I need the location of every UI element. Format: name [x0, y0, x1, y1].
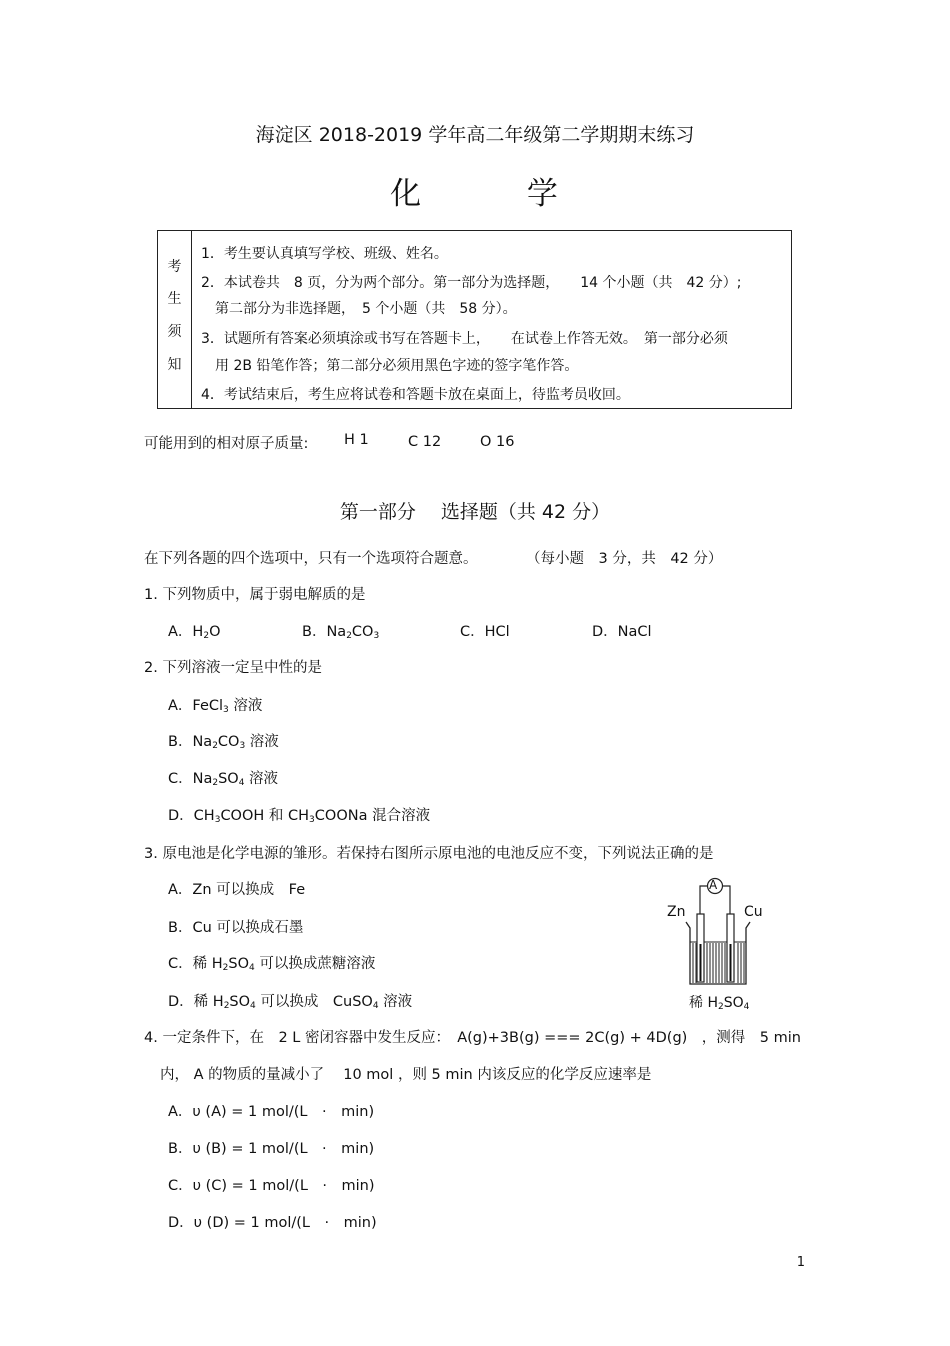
notice-line-2: 2．本试卷共 8 页，分为两个部分。第一部分为选择题， 14 个小题（共 42 分）; [201, 275, 742, 291]
notice-label-char: 知 [167, 357, 182, 373]
question-3-stem: 3. 原电池是化学电源的雏形。若保持右图所示原电池的电池反应不变，下列说法正确的是 [144, 846, 714, 862]
page-number: 1 [796, 1255, 805, 1270]
notice-line-6: 4．考试结束后，考生应将试卷和答题卡放在桌面上，待监考员收回。 [201, 387, 630, 403]
question-1-option-d: D．NaCl [592, 624, 652, 640]
subject-char-1: 化 [390, 176, 424, 212]
question-1-stem: 1. 下列物质中，属于弱电解质的是 [144, 587, 366, 603]
question-4-option-c: C．υ (C) = 1 mol/(L · min) [168, 1178, 375, 1194]
question-4-option-d: D．υ (D) = 1 mol/(L · min) [168, 1215, 377, 1231]
question-2-option-a: A．FeCl$_3$ 溶液 [168, 698, 263, 715]
subject-char-2: 学 [526, 176, 560, 212]
question-4-option-a: A．υ (A) = 1 mol/(L · min) [168, 1104, 375, 1120]
electrolyte-caption: 稀 $H_2SO_4$ [689, 995, 750, 1012]
galvanic-cell-diagram [660, 872, 770, 1012]
ammeter-label: A [709, 878, 718, 892]
question-3-option-a: A．Zn 可以换成 Fe [168, 882, 306, 898]
atomic-mass-c: C 12 [408, 434, 442, 450]
galvanic-cell-svg [660, 872, 770, 1012]
question-3-option-b: B．Cu 可以换成石墨 [168, 920, 304, 936]
notice-line-1: 1．考生要认真填写学校、班级、姓名。 [201, 246, 448, 262]
section-instruction: 在下列各题的四个选项中，只有一个选项符合题意。 [144, 551, 478, 567]
notice-line-3: 第二部分为非选择题， 5 个小题（共 58 分）。 [201, 301, 517, 317]
atomic-mass-o: O 16 [480, 434, 515, 450]
left-wire [700, 886, 708, 914]
section-scoring: （每小题 3 分，共 42 分） [526, 551, 723, 567]
question-3-option-c: C．稀 $H_2SO_4$ 可以换成蔗糖溶液 [168, 956, 376, 973]
notice-label-char: 须 [167, 324, 182, 340]
question-2-option-b: B．$Na_2CO_3$ 溶液 [168, 734, 279, 751]
section-title: 第一部分 选择题（共 42 分） [339, 501, 611, 523]
copper-label: Cu [744, 904, 763, 920]
question-2-stem: 2. 下列溶液一定呈中性的是 [144, 660, 322, 676]
notice-line-5: 用 2B 铅笔作答；第二部分必须用黑色字迹的签字笔作答。 [201, 358, 579, 374]
question-1-option-c: C．HCl [460, 624, 510, 640]
notice-label-char: 考 [167, 259, 182, 275]
atomic-mass-label: 可能用到的相对原子质量: [144, 436, 309, 452]
question-4-stem-line-2: 内， A 的物质的量减小了 10 mol ，则 5 min 内该反应的化学反应速率是 [160, 1067, 652, 1083]
question-1-option-a: A．$H_2O$ [168, 624, 221, 641]
question-2-option-d: D．$CH_3COOH$ 和 $CH_3COONa$ 混合溶液 [168, 808, 431, 825]
candidate-notice-box [157, 230, 792, 409]
right-wire [722, 886, 730, 914]
zinc-label: Zn [667, 904, 686, 920]
subject-title [0, 168, 950, 213]
question-2-option-c: C．$Na_2SO_4$ 溶液 [168, 771, 279, 788]
question-1-option-b: B．$Na_2CO_3$ [302, 624, 380, 641]
notice-label-char: 生 [167, 291, 182, 307]
notice-divider [191, 231, 192, 408]
question-4-stem-line-1: 4. 一定条件下，在 2 L 密闭容器中发生反应： A(g)+3B(g) === 2C(g) + 4D(g) ，测得 5 min [144, 1030, 801, 1046]
notice-line-4: 3．试题所有答案必须填涂或书写在答题卡上， 在试卷上作答无效。 第一部分必须 [201, 331, 728, 347]
question-3-option-d: D．稀 $H_2SO_4$ 可以换成 CuSO$_4$ 溶液 [168, 994, 413, 1011]
question-4-option-b: B．υ (B) = 1 mol/(L · min) [168, 1141, 375, 1157]
atomic-mass-h: H 1 [344, 432, 369, 448]
exam-title: 海淀区 2018-2019 学年高二年级第二学期期末练习 [255, 124, 695, 146]
